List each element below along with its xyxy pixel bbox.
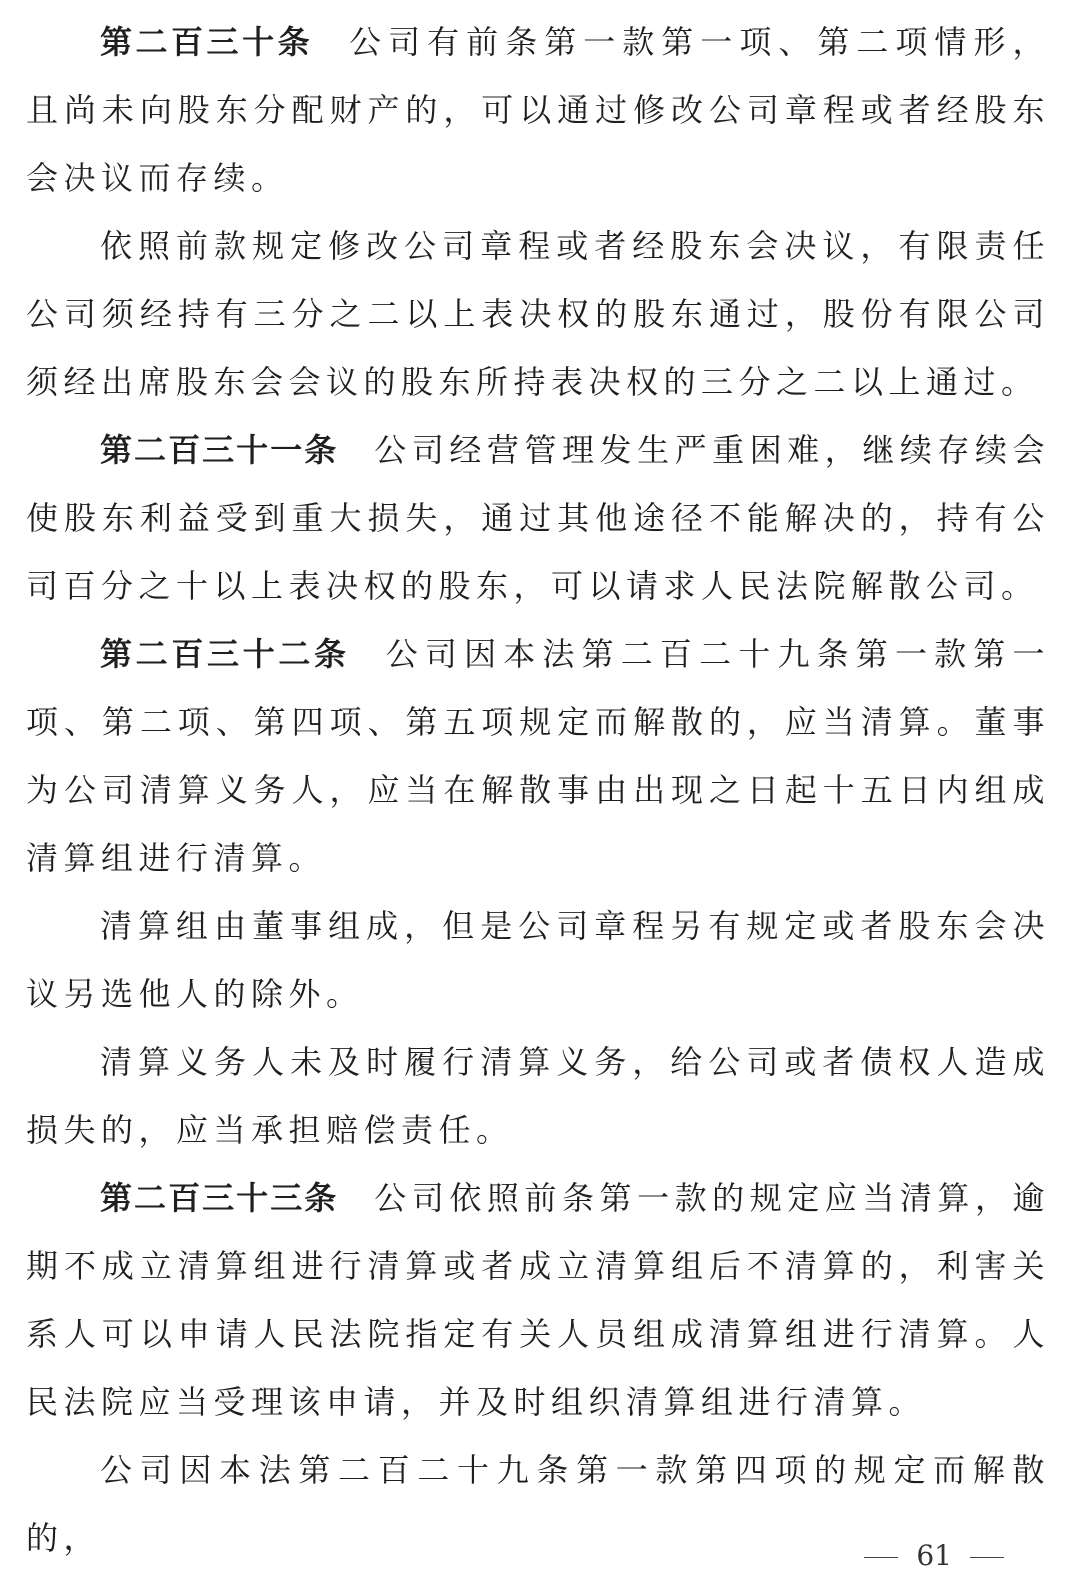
article-body: 公司因本法第二百二十九条第一款第一项、第二项、第四项、第五项规定而解散的，应当清算。董事为公司清算义务人，应当在解散事由出现之日起十五日内组成清算组进行清算。 (26, 635, 1050, 877)
page-number: 61 (916, 1539, 952, 1572)
article-body: 公司有前条第一款第一项、第二项情形，且尚未向股东分配财产的，可以通过修改公司章程或者经股东会决议而存续。 (26, 23, 1050, 197)
article-heading: 第二百三十三条 (100, 1179, 339, 1217)
paragraph-body: 公司因本法第二百二十九条第一款第四项的规定而解散的， (26, 1451, 1050, 1557)
dash-right (970, 1557, 1004, 1558)
article-heading: 第二百三十一条 (100, 431, 339, 469)
article-body: 公司经营管理发生严重困难，继续存续会使股东利益受到重大损失，通过其他途径不能解决的，持有公司百分之十以上表决权的股东，可以请求人民法院解散公司。 (26, 431, 1050, 605)
article-heading: 第二百三十条 (100, 23, 314, 61)
article-231 (26, 416, 1050, 620)
paragraph (26, 212, 1050, 416)
document-page (26, 8, 1050, 1572)
article-body: 公司依照前条第一款的规定应当清算，逾期不成立清算组进行清算或者成立清算组后不清算的，利害关系人可以申请人民法院指定有关人员组成清算组进行清算。人民法院应当受理该申请，并及时组织清算组进行清算。 (26, 1179, 1050, 1421)
article-230 (26, 8, 1050, 212)
article-heading: 第二百三十二条 (100, 635, 350, 673)
article-233 (26, 1164, 1050, 1436)
paragraph (26, 1028, 1050, 1164)
paragraph-body: 依照前款规定修改公司章程或者经股东会决议，有限责任公司须经持有三分之二以上表决权的股东通过，股份有限公司须经出席股东会会议的股东所持表决权的三分之二以上通过。 (26, 227, 1050, 401)
dash-left (864, 1557, 898, 1558)
article-232 (26, 620, 1050, 892)
paragraph-body: 清算义务人未及时履行清算义务，给公司或者债权人造成损失的，应当承担赔偿责任。 (26, 1043, 1050, 1149)
paragraph-body: 清算组由董事组成，但是公司章程另有规定或者股东会决议另选他人的除外。 (26, 907, 1050, 1013)
paragraph (26, 892, 1050, 1028)
page-number-footer (0, 1536, 1080, 1576)
